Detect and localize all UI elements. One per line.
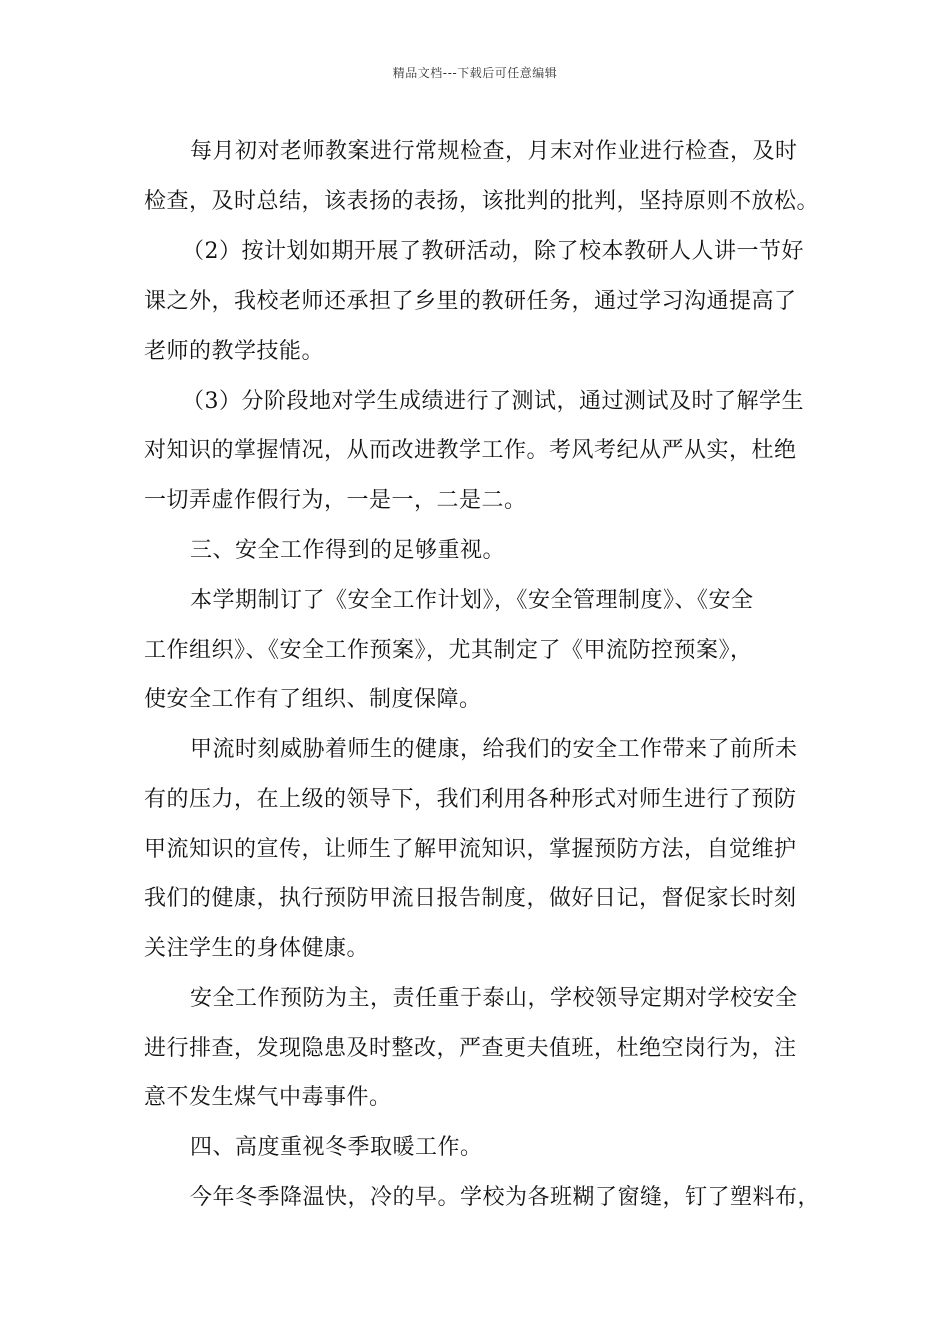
text-line: 检查，及时总结，该表扬的表扬，该批判的批判，坚持原则不放松。 (144, 189, 820, 214)
section-heading: 三、安全工作得到的足够重视。 (190, 538, 506, 563)
text-line: 工作组织》、《安全工作预案》，尤其制定了《甲流防控预案》， (144, 638, 753, 663)
text-line: （2）按计划如期开展了教研活动，除了校本教研人人讲一节好 (182, 239, 804, 264)
text-line: 课之外，我校老师还承担了乡里的教研任务，通过学习沟通提高了 (144, 289, 797, 314)
text-line: 一切弄虚作假行为，一是一，二是二。 (144, 488, 527, 513)
text-line: 有的压力，在上级的领导下，我们利用各种形式对师生进行了预防 (144, 787, 797, 812)
text-line: 甲流知识的宣传，让师生了解甲流知识，掌握预防方法，自觉维护 (144, 837, 797, 862)
text-line: 关注学生的身体健康。 (144, 936, 370, 961)
text-line: 老师的教学技能。 (144, 339, 325, 364)
text-line: 使安全工作有了组织、制度保障。 (144, 687, 482, 712)
text-line: 进行排查，发现隐患及时整改，严查更夫值班，杜绝空岗行为，注 (144, 1036, 797, 1061)
text-line: 安全工作预防为主，责任重于泰山，学校领导定期对学校安全 (190, 986, 798, 1011)
text-line: 我们的健康，执行预防甲流日报告制度，做好日记，督促家长时刻 (144, 886, 797, 911)
section-heading: 四、高度重视冬季取暖工作。 (190, 1135, 483, 1160)
page-header: 精品文档---下载后可任意编辑 (392, 66, 558, 80)
text-line: 今年冬季降温快，冷的早。学校为各班糊了窗缝，钉了塑料布， (190, 1185, 821, 1210)
text-line: 甲流时刻威胁着师生的健康，给我们的安全工作带来了前所未 (190, 737, 798, 762)
text-line: 意不发生煤气中毒事件。 (144, 1085, 392, 1110)
text-line: （3）分阶段地对学生成绩进行了测试，通过测试及时了解学生 (182, 389, 804, 414)
text-line: 每月初对老师教案进行常规检查，月末对作业进行检查，及时 (190, 139, 798, 164)
text-line: 对知识的掌握情况，从而改进教学工作。考风考纪从严从实，杜绝 (144, 438, 797, 463)
text-line: 本学期制订了《安全工作计划》，《安全管理制度》、《安全 (190, 588, 754, 613)
